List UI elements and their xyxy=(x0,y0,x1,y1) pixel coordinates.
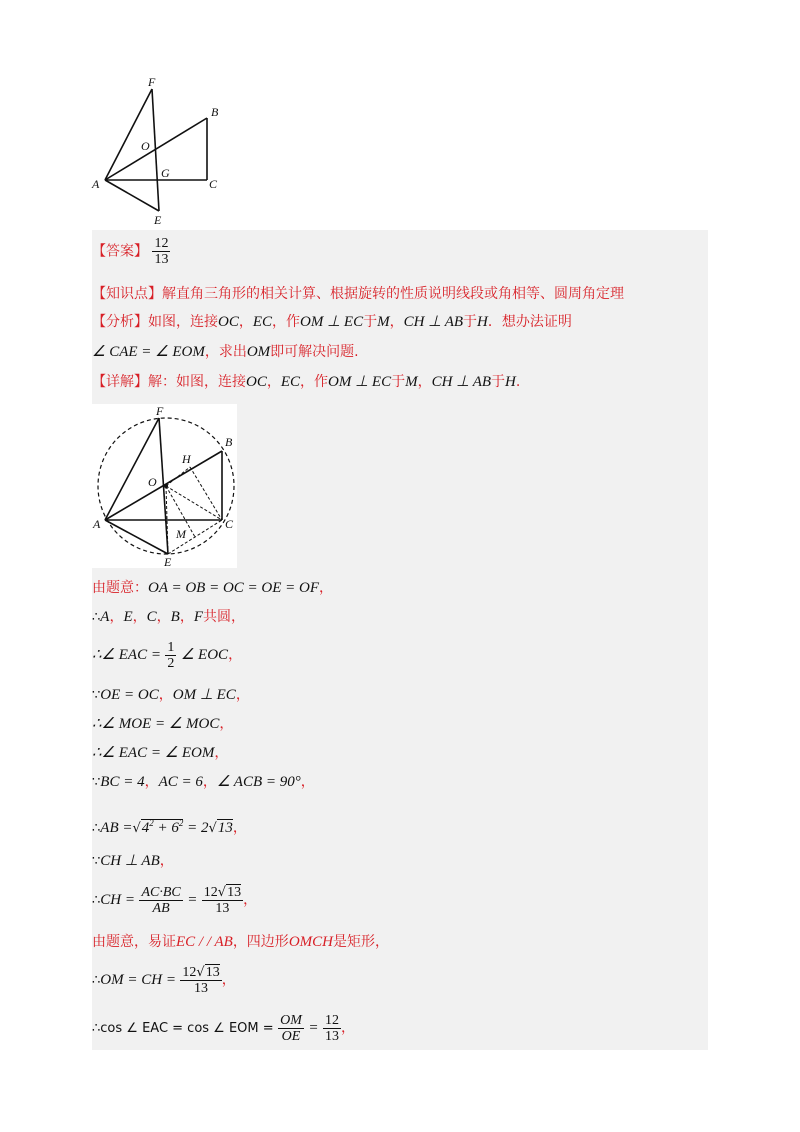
label-C: C xyxy=(209,177,218,191)
detail-line-1: 【详解】解：如图，连接OC，EC，作OM ⊥ EC于M，CH ⊥ AB于H. xyxy=(92,374,521,390)
step-3: ∴∠ EAC = $\frac{1}{2}$ ∠ EOC， xyxy=(92,639,243,671)
step-7: ∵BC = 4，AC = 6，∠ ACB = 90°， xyxy=(92,774,315,790)
label-A: A xyxy=(92,177,100,191)
label-A: A xyxy=(93,517,101,531)
answer-fraction: $\frac{12}{13}$ xyxy=(154,236,169,267)
label-M: M xyxy=(176,527,186,541)
step-5: ∴∠ MOE = ∠ MOC， xyxy=(92,716,234,732)
step-1: 由题意：OA = OB = OC = OE = OF， xyxy=(92,580,334,596)
label-F: F xyxy=(156,404,164,418)
step-9: ∵CH ⊥ AB， xyxy=(92,853,174,869)
label-B: B xyxy=(225,435,233,449)
label-C: C xyxy=(225,517,234,531)
step-6: ∴∠ EAC = ∠ EOM， xyxy=(92,745,229,761)
analysis-line-1: 【分析】如图，连接OC，EC，作OM ⊥ EC于M，CH ⊥ AB于H．想办法证明 xyxy=(92,314,572,330)
answer-tag: 【答案】 xyxy=(92,243,148,260)
step-11: 由题意，易证EC / / AB，四边形OMCH是矩形， xyxy=(92,934,389,950)
knowledge-tag: 【知识点】 xyxy=(92,286,162,302)
step-13: ∴cos ∠ EAC = cos ∠ EOM = $\frac{OM}{OE}$ = $\frac{12}{13}$ ， xyxy=(92,1012,355,1044)
step-2: ∴A，E，C，B，F共圆， xyxy=(92,609,245,625)
label-F: F xyxy=(148,75,156,89)
label-E: E xyxy=(164,555,172,568)
answer-line xyxy=(92,236,170,267)
figure-circle xyxy=(92,404,237,568)
label-O: O xyxy=(141,139,150,153)
label-B: B xyxy=(211,105,219,119)
label-E: E xyxy=(154,213,162,227)
knowledge-line xyxy=(92,284,624,304)
figure-triangles xyxy=(88,72,228,230)
label-O: O xyxy=(148,475,157,489)
step-4: ∵OE = OC，OM ⊥ EC， xyxy=(92,687,250,703)
label-G: G xyxy=(161,166,170,180)
knowledge-text: 解直角三角形的相关计算、根据旋转的性质说明线段或角相等、圆周角定理 xyxy=(162,286,624,302)
step-10: ∴CH = $\frac{AC\cdot BC}{AB}$ = $\frac{12√13}{13}$ ， xyxy=(92,884,258,916)
label-H: H xyxy=(182,452,191,466)
step-8: ∴AB $=√4^2 + 6^2 = 2√13$， xyxy=(92,818,247,836)
step-12: ∴OM = CH = $\frac{12√13}{13}$ ， xyxy=(92,964,236,996)
analysis-line-2: ∠ CAE = ∠ EOM，求出OM即可解决问题. xyxy=(92,344,359,360)
